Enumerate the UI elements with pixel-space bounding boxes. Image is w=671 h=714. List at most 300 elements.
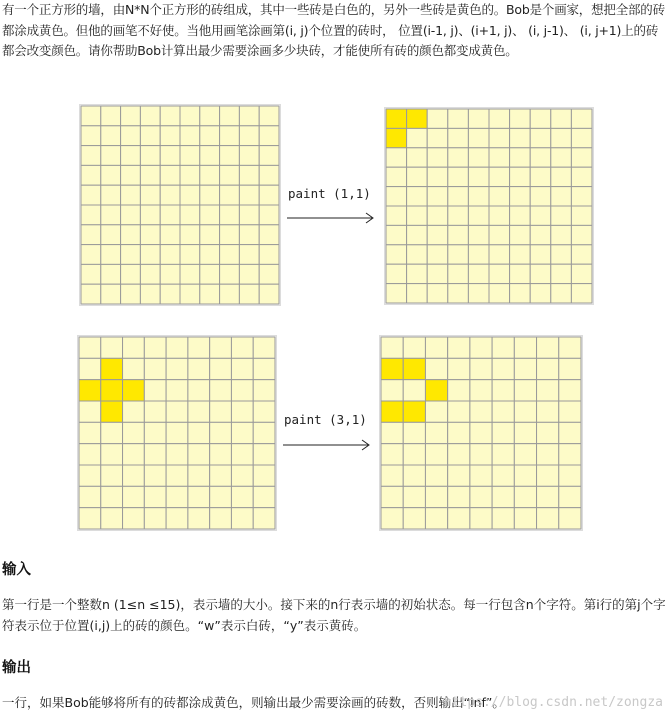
white-tile: [530, 264, 551, 283]
white-tile: [427, 206, 448, 225]
white-tile: [468, 187, 489, 206]
white-tile: [220, 264, 240, 284]
white-tile: [180, 126, 200, 146]
white-tile: [79, 422, 101, 443]
white-tile: [470, 422, 492, 443]
white-tile: [231, 444, 253, 465]
white-tile: [121, 245, 141, 265]
white-tile: [123, 422, 145, 443]
white-tile: [403, 508, 425, 529]
white-tile: [210, 401, 232, 422]
white-tile: [530, 245, 551, 264]
yellow-tile: [79, 380, 101, 401]
white-tile: [188, 444, 210, 465]
white-tile: [386, 206, 407, 225]
white-tile: [489, 225, 510, 244]
white-tile: [79, 337, 101, 358]
white-tile: [121, 106, 141, 126]
white-tile: [559, 444, 581, 465]
white-tile: [101, 225, 121, 245]
white-tile: [259, 225, 279, 245]
white-tile: [448, 167, 469, 186]
white-tile: [510, 245, 531, 264]
white-tile: [180, 185, 200, 205]
white-tile: [188, 401, 210, 422]
white-tile: [489, 206, 510, 225]
white-tile: [448, 187, 469, 206]
white-tile: [514, 358, 536, 379]
white-tile: [253, 380, 275, 401]
white-tile: [79, 444, 101, 465]
white-tile: [427, 128, 448, 147]
white-tile: [510, 128, 531, 147]
white-tile: [468, 225, 489, 244]
paint-label-1: paint (1,1): [288, 186, 371, 201]
white-tile: [180, 245, 200, 265]
white-tile: [403, 380, 425, 401]
white-tile: [180, 205, 200, 225]
white-tile: [470, 444, 492, 465]
white-tile: [571, 264, 592, 283]
white-tile: [166, 358, 188, 379]
white-tile: [571, 187, 592, 206]
white-tile: [160, 284, 180, 304]
white-tile: [381, 380, 403, 401]
white-tile: [220, 165, 240, 185]
white-tile: [239, 225, 259, 245]
white-tile: [160, 225, 180, 245]
white-tile: [121, 264, 141, 284]
white-tile: [489, 284, 510, 303]
white-tile: [537, 337, 559, 358]
white-tile: [101, 444, 123, 465]
white-tile: [144, 508, 166, 529]
white-tile: [551, 245, 572, 264]
white-tile: [180, 106, 200, 126]
white-tile: [180, 146, 200, 166]
white-tile: [537, 465, 559, 486]
white-tile: [468, 167, 489, 186]
white-tile: [407, 206, 428, 225]
white-tile: [259, 205, 279, 225]
white-tile: [551, 167, 572, 186]
white-tile: [427, 245, 448, 264]
white-tile: [123, 444, 145, 465]
white-tile: [101, 264, 121, 284]
white-tile: [559, 337, 581, 358]
white-tile: [144, 465, 166, 486]
white-tile: [231, 486, 253, 507]
white-tile: [160, 126, 180, 146]
white-tile: [188, 380, 210, 401]
white-tile: [231, 380, 253, 401]
white-tile: [210, 380, 232, 401]
white-tile: [188, 486, 210, 507]
white-tile: [79, 508, 101, 529]
white-tile: [381, 444, 403, 465]
yellow-tile: [381, 358, 403, 379]
output-heading: 输出: [2, 660, 31, 676]
white-tile: [381, 508, 403, 529]
white-tile: [239, 126, 259, 146]
white-tile: [188, 422, 210, 443]
white-tile: [514, 508, 536, 529]
yellow-tile: [101, 401, 123, 422]
white-tile: [210, 422, 232, 443]
white-tile: [123, 508, 145, 529]
white-tile: [121, 225, 141, 245]
white-tile: [160, 165, 180, 185]
white-tile: [101, 508, 123, 529]
white-tile: [101, 126, 121, 146]
white-tile: [101, 465, 123, 486]
white-tile: [166, 337, 188, 358]
white-tile: [425, 465, 447, 486]
white-tile: [468, 148, 489, 167]
white-tile: [468, 128, 489, 147]
white-tile: [180, 225, 200, 245]
white-tile: [101, 486, 123, 507]
white-tile: [239, 185, 259, 205]
input-description: 第一行是一个整数n (1≤n ≤15)，表示墙的大小。接下来的n行表示墙的初始状态。每一行包含n个字符。第i行的第j个字符表示位于位置(i,j)上的砖的颜色。“w”表示白砖，“y”表示黄砖。: [2, 597, 666, 633]
white-tile: [559, 486, 581, 507]
yellow-tile: [381, 401, 403, 422]
white-tile: [200, 264, 220, 284]
white-tile: [407, 167, 428, 186]
yellow-tile: [403, 358, 425, 379]
white-tile: [123, 358, 145, 379]
white-tile: [121, 165, 141, 185]
white-tile: [200, 245, 220, 265]
white-tile: [144, 444, 166, 465]
white-tile: [425, 401, 447, 422]
white-tile: [551, 187, 572, 206]
white-tile: [427, 225, 448, 244]
white-tile: [101, 185, 121, 205]
white-tile: [571, 148, 592, 167]
white-tile: [210, 508, 232, 529]
white-tile: [210, 444, 232, 465]
grid-before-2: [78, 336, 276, 530]
white-tile: [571, 109, 592, 128]
white-tile: [470, 401, 492, 422]
white-tile: [210, 486, 232, 507]
white-tile: [448, 264, 469, 283]
white-tile: [239, 146, 259, 166]
white-tile: [571, 225, 592, 244]
white-tile: [81, 225, 101, 245]
white-tile: [551, 225, 572, 244]
white-tile: [160, 106, 180, 126]
white-tile: [448, 284, 469, 303]
white-tile: [220, 225, 240, 245]
white-tile: [253, 401, 275, 422]
white-tile: [468, 109, 489, 128]
white-tile: [537, 486, 559, 507]
white-tile: [407, 128, 428, 147]
white-tile: [427, 264, 448, 283]
white-tile: [123, 486, 145, 507]
white-tile: [210, 358, 232, 379]
white-tile: [220, 245, 240, 265]
white-tile: [200, 146, 220, 166]
white-tile: [425, 486, 447, 507]
white-tile: [220, 284, 240, 304]
yellow-tile: [386, 128, 407, 147]
white-tile: [448, 245, 469, 264]
white-tile: [448, 358, 470, 379]
white-tile: [259, 146, 279, 166]
white-tile: [253, 337, 275, 358]
white-tile: [530, 225, 551, 244]
white-tile: [81, 284, 101, 304]
white-tile: [259, 106, 279, 126]
white-tile: [200, 185, 220, 205]
white-tile: [200, 126, 220, 146]
white-tile: [403, 465, 425, 486]
white-tile: [200, 106, 220, 126]
white-tile: [200, 165, 220, 185]
white-tile: [492, 401, 514, 422]
white-tile: [381, 422, 403, 443]
white-tile: [81, 146, 101, 166]
white-tile: [559, 508, 581, 529]
white-tile: [510, 206, 531, 225]
white-tile: [101, 245, 121, 265]
white-tile: [160, 146, 180, 166]
white-tile: [381, 337, 403, 358]
white-tile: [470, 337, 492, 358]
white-tile: [180, 165, 200, 185]
white-tile: [492, 422, 514, 443]
white-tile: [386, 284, 407, 303]
white-tile: [101, 106, 121, 126]
white-tile: [551, 148, 572, 167]
white-tile: [79, 465, 101, 486]
white-tile: [551, 109, 572, 128]
white-tile: [210, 465, 232, 486]
white-tile: [160, 185, 180, 205]
white-tile: [448, 401, 470, 422]
yellow-tile: [101, 358, 123, 379]
white-tile: [259, 126, 279, 146]
white-tile: [514, 422, 536, 443]
white-tile: [386, 148, 407, 167]
white-tile: [123, 401, 145, 422]
white-tile: [81, 205, 101, 225]
white-tile: [448, 444, 470, 465]
watermark: https://blog.csdn.net/zongza: [443, 695, 663, 710]
white-tile: [571, 206, 592, 225]
white-tile: [489, 109, 510, 128]
white-tile: [200, 225, 220, 245]
white-tile: [407, 187, 428, 206]
white-tile: [81, 185, 101, 205]
white-tile: [220, 106, 240, 126]
white-tile: [492, 358, 514, 379]
white-tile: [180, 264, 200, 284]
white-tile: [188, 358, 210, 379]
white-tile: [81, 264, 101, 284]
white-tile: [403, 444, 425, 465]
white-tile: [239, 106, 259, 126]
white-tile: [425, 444, 447, 465]
white-tile: [448, 465, 470, 486]
white-tile: [514, 337, 536, 358]
yellow-tile: [386, 109, 407, 128]
white-tile: [489, 245, 510, 264]
white-tile: [231, 401, 253, 422]
white-tile: [448, 486, 470, 507]
white-tile: [381, 465, 403, 486]
white-tile: [101, 205, 121, 225]
white-tile: [571, 167, 592, 186]
white-tile: [253, 444, 275, 465]
white-tile: [510, 109, 531, 128]
white-tile: [101, 337, 123, 358]
white-tile: [140, 245, 160, 265]
white-tile: [121, 185, 141, 205]
white-tile: [160, 264, 180, 284]
white-tile: [231, 508, 253, 529]
white-tile: [407, 284, 428, 303]
white-tile: [551, 206, 572, 225]
white-tile: [140, 264, 160, 284]
white-tile: [160, 205, 180, 225]
white-tile: [514, 465, 536, 486]
white-tile: [166, 486, 188, 507]
white-tile: [559, 465, 581, 486]
white-tile: [448, 109, 469, 128]
white-tile: [231, 465, 253, 486]
white-tile: [425, 337, 447, 358]
white-tile: [259, 245, 279, 265]
white-tile: [403, 337, 425, 358]
white-tile: [530, 206, 551, 225]
white-tile: [559, 380, 581, 401]
white-tile: [427, 284, 448, 303]
white-tile: [510, 264, 531, 283]
white-tile: [470, 380, 492, 401]
white-tile: [559, 358, 581, 379]
white-tile: [188, 508, 210, 529]
arrow-right-icon: [286, 211, 378, 225]
white-tile: [180, 284, 200, 304]
input-heading: 输入: [2, 562, 31, 578]
white-tile: [492, 444, 514, 465]
white-tile: [144, 358, 166, 379]
white-tile: [427, 148, 448, 167]
white-tile: [510, 187, 531, 206]
white-tile: [121, 284, 141, 304]
white-tile: [425, 358, 447, 379]
white-tile: [492, 380, 514, 401]
white-tile: [425, 422, 447, 443]
white-tile: [144, 401, 166, 422]
white-tile: [200, 284, 220, 304]
white-tile: [537, 508, 559, 529]
white-tile: [220, 126, 240, 146]
white-tile: [140, 225, 160, 245]
white-tile: [253, 422, 275, 443]
white-tile: [381, 486, 403, 507]
problem-intro: 有一个正方形的墙，由N*N个正方形的砖组成，其中一些砖是白色的，另外一些砖是黄色的。Bob是个画家，想把全部的砖都涂成黄色。但他的画笔不好使。当他用画笔涂画第(i, j)个位置的砖时， 位置(i-1, j)、(i+1, j)、 (i, j-1)、 (i, j+1)上的砖都会改变颜色。请你帮助Bob计算出最少需要涂画多少块砖，才能使所有砖的颜色都变成黄色。: [2, 2, 665, 58]
white-tile: [188, 465, 210, 486]
white-tile: [101, 422, 123, 443]
white-tile: [239, 264, 259, 284]
white-tile: [530, 167, 551, 186]
white-tile: [425, 508, 447, 529]
white-tile: [492, 465, 514, 486]
white-tile: [407, 264, 428, 283]
white-tile: [514, 401, 536, 422]
white-tile: [470, 508, 492, 529]
output-description: 一行，如果Bob能够将所有的砖都涂成黄色，则输出最少需要涂画的砖数，否则输出“inf”。: [2, 695, 505, 710]
white-tile: [239, 245, 259, 265]
white-tile: [386, 187, 407, 206]
white-tile: [403, 422, 425, 443]
white-tile: [551, 128, 572, 147]
white-tile: [253, 508, 275, 529]
white-tile: [259, 284, 279, 304]
white-tile: [427, 187, 448, 206]
white-tile: [220, 185, 240, 205]
white-tile: [470, 465, 492, 486]
white-tile: [427, 167, 448, 186]
white-tile: [571, 245, 592, 264]
white-tile: [530, 284, 551, 303]
white-tile: [448, 422, 470, 443]
white-tile: [121, 146, 141, 166]
white-tile: [468, 245, 489, 264]
white-tile: [123, 337, 145, 358]
yellow-tile: [123, 380, 145, 401]
white-tile: [489, 148, 510, 167]
white-tile: [559, 401, 581, 422]
white-tile: [140, 205, 160, 225]
white-tile: [220, 205, 240, 225]
white-tile: [448, 337, 470, 358]
white-tile: [386, 225, 407, 244]
white-tile: [166, 508, 188, 529]
white-tile: [101, 165, 121, 185]
white-tile: [407, 245, 428, 264]
white-tile: [79, 358, 101, 379]
white-tile: [101, 146, 121, 166]
white-tile: [79, 401, 101, 422]
white-tile: [144, 380, 166, 401]
white-tile: [220, 146, 240, 166]
white-tile: [537, 444, 559, 465]
white-tile: [510, 284, 531, 303]
yellow-tile: [425, 380, 447, 401]
white-tile: [140, 146, 160, 166]
white-tile: [530, 128, 551, 147]
white-tile: [551, 264, 572, 283]
white-tile: [468, 264, 489, 283]
white-tile: [140, 106, 160, 126]
grid-after-2: [380, 336, 582, 530]
white-tile: [144, 422, 166, 443]
white-tile: [470, 358, 492, 379]
white-tile: [537, 380, 559, 401]
white-tile: [166, 465, 188, 486]
arrow-right-icon: [282, 438, 374, 452]
white-tile: [259, 165, 279, 185]
white-tile: [121, 205, 141, 225]
white-tile: [386, 167, 407, 186]
white-tile: [492, 486, 514, 507]
